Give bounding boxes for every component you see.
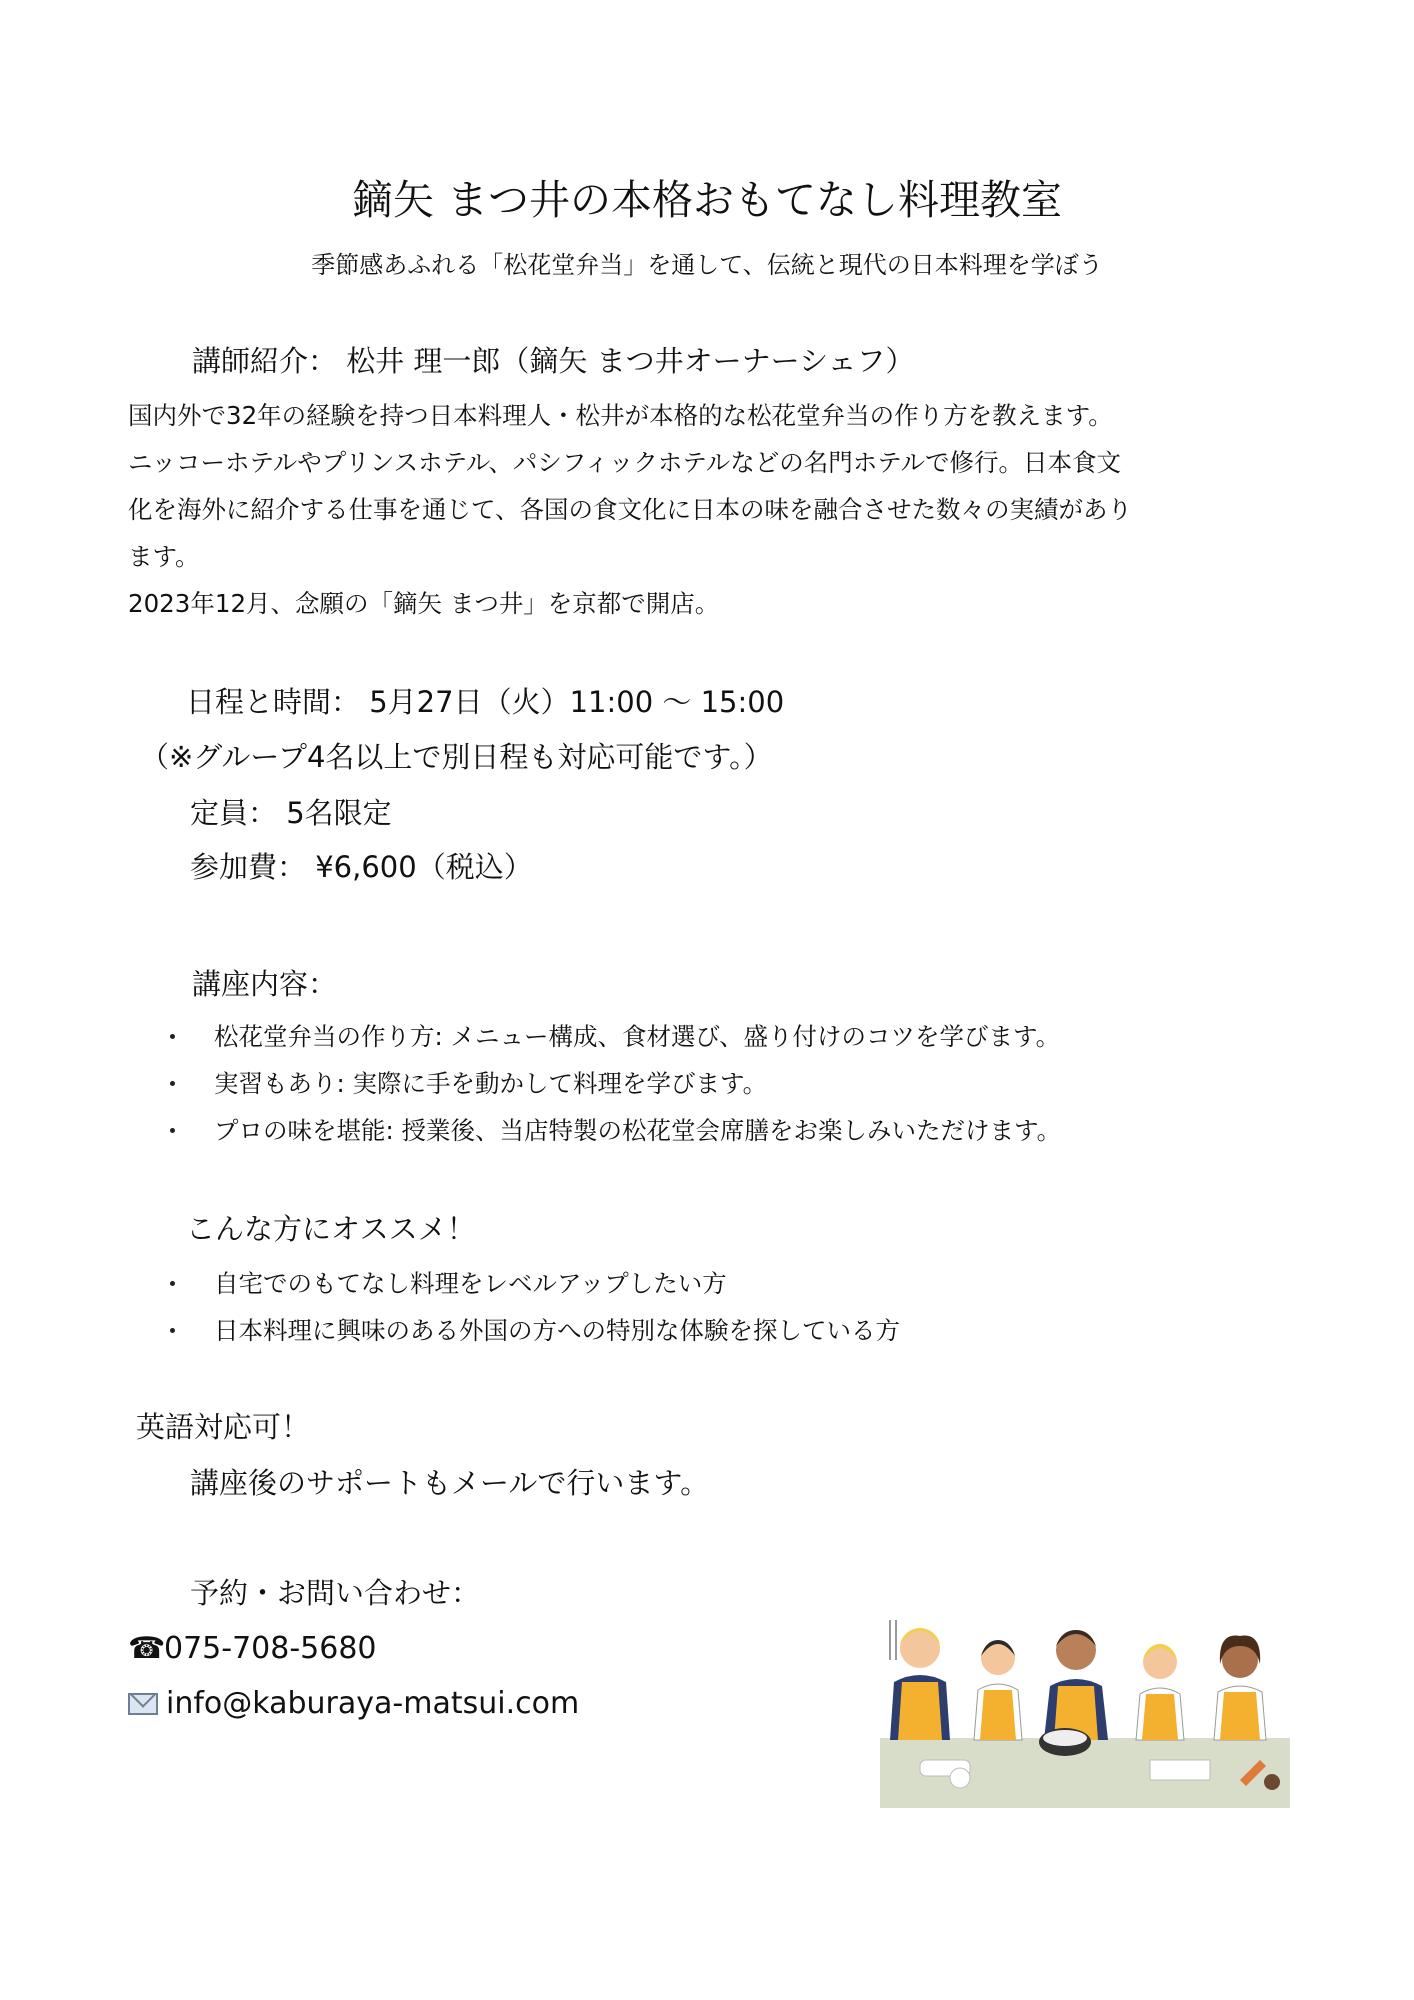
schedule-capacity: 定員： 5名限定	[190, 796, 392, 830]
page-title: 鏑矢 まつ井の本格おもてなし料理教室	[351, 176, 1063, 224]
contact-heading: 予約・お問い合わせ：	[190, 1576, 481, 1610]
chef-figure	[1039, 1630, 1108, 1756]
schedule-datetime: 日程と時間： 5月27日（火）11:00 〜 15:00	[186, 685, 785, 719]
contact-email[interactable]	[128, 1683, 579, 1725]
bio-line: ニッコーホテルやプリンスホテル、パシフィックホテルなどの名門ホテルで修行。日本食文	[128, 448, 1121, 477]
bio-line: 化を海外に紹介する仕事を通じて、各国の食文化に日本の味を融合させた数々の実績があり	[128, 495, 1133, 524]
schedule-note: （※グループ4名以上で別日程も対応可能です。）	[140, 740, 773, 774]
list-item: 実習もあり: 実際に手を動かして料理を学びます。	[170, 1060, 1061, 1107]
page-subtitle: 季節感あふれる「松花堂弁当」を通して、伝統と現代の日本料理を学ぼう	[311, 251, 1103, 279]
english-heading: 英語対応可！	[136, 1410, 311, 1444]
recommend-heading: こんな方にオススメ！	[186, 1212, 476, 1246]
list-item: 松花堂弁当の作り方: メニュー構成、食材選び、盛り付けのコツを学びます。	[170, 1013, 1061, 1060]
cooking-class-illustration	[880, 1610, 1290, 1810]
bullet-icon	[170, 1128, 175, 1133]
list-item: 日本料理に興味のある外国の方への特別な体験を探している方	[170, 1307, 900, 1354]
bio-line: ます。	[128, 542, 200, 571]
list-item: プロの味を堪能: 授業後、当店特製の松花堂会席膳をお楽しみいただけます。	[170, 1107, 1061, 1154]
bio-line: 国内外で32年の経験を持つ日本料理人・松井が本格的な松花堂弁当の作り方を教えます。	[128, 401, 1113, 430]
email-address[interactable]: info@kaburaya-matsui.com	[166, 1686, 580, 1721]
bullet-icon	[170, 1328, 175, 1333]
bio-line: 2023年12月、念願の「鏑矢 まつ井」を京都で開店。	[128, 589, 720, 618]
chef-figure	[1214, 1636, 1266, 1740]
course-list	[170, 1013, 1061, 1154]
envelope-icon	[128, 1693, 158, 1715]
recommend-list	[170, 1260, 900, 1354]
chef-figure	[890, 1628, 950, 1740]
bullet-icon	[170, 1281, 175, 1286]
phone-icon: ☎	[128, 1631, 166, 1666]
list-item: 自宅でのもてなし料理をレベルアップしたい方	[170, 1260, 900, 1307]
bullet-icon	[170, 1034, 175, 1039]
chef-figure	[974, 1640, 1022, 1740]
support-text: 講座後のサポートもメールで行います。	[190, 1466, 710, 1500]
chef-figure	[1136, 1644, 1184, 1740]
course-heading: 講座内容：	[192, 967, 338, 1001]
bullet-icon	[170, 1081, 175, 1086]
contact-phone[interactable]	[128, 1628, 377, 1670]
phone-number[interactable]: 075-708-5680	[164, 1631, 377, 1666]
instructor-heading: 講師紹介： 松井 理一郎（鏑矢 まつ井オーナーシェフ）	[192, 344, 915, 378]
instructor-bio	[128, 392, 1308, 627]
schedule-fee: 参加費： ¥6,600（税込）	[190, 850, 533, 884]
